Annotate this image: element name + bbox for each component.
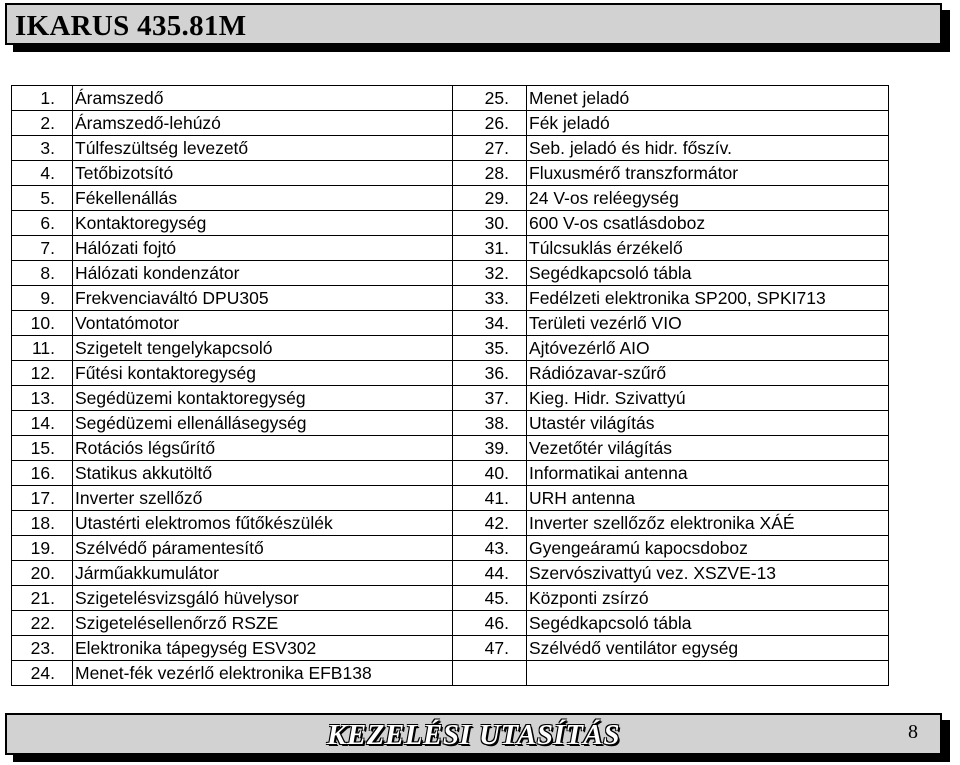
title-banner	[5, 3, 942, 45]
left-item-number: 17.	[12, 486, 73, 511]
right-item-name: Ajtóvezérlő AIO	[527, 336, 889, 361]
left-item-name: Elektronika tápegység ESV302	[73, 636, 453, 661]
right-item-number: 39.	[453, 436, 527, 461]
left-item-number: 2.	[12, 111, 73, 136]
right-item-number: 30.	[453, 211, 527, 236]
table-row	[12, 411, 889, 436]
right-item-number: 31.	[453, 236, 527, 261]
left-item-number: 9.	[12, 286, 73, 311]
left-item-name: Menet-fék vezérlő elektronika EFB138	[73, 661, 453, 686]
right-item-name: Segédkapcsoló tábla	[527, 611, 889, 636]
right-item-name: Inverter szellőzőz elektronika XÁÉ	[527, 511, 889, 536]
left-item-name: Hálózati kondenzátor	[73, 261, 453, 286]
right-item-number: 33.	[453, 286, 527, 311]
left-item-number: 4.	[12, 161, 73, 186]
table-row	[12, 286, 889, 311]
left-item-name: Segédüzemi ellenállásegység	[73, 411, 453, 436]
table-row	[12, 661, 889, 686]
table-row	[12, 311, 889, 336]
right-item-number: 46.	[453, 611, 527, 636]
right-item-number: 36.	[453, 361, 527, 386]
left-item-number: 24.	[12, 661, 73, 686]
right-item-name: Szervószivattyú vez. XSZVE-13	[527, 561, 889, 586]
left-item-number: 19.	[12, 536, 73, 561]
footer-banner	[5, 713, 942, 755]
table-row	[12, 136, 889, 161]
left-item-name: Utastérti elektromos fűtőkészülék	[73, 511, 453, 536]
table-row	[12, 261, 889, 286]
table-row	[12, 111, 889, 136]
right-item-name: URH antenna	[527, 486, 889, 511]
left-item-number: 3.	[12, 136, 73, 161]
left-item-name: Járműakkumulátor	[73, 561, 453, 586]
left-item-name: Frekvenciaváltó DPU305	[73, 286, 453, 311]
left-item-name: Szigetelésvizsgáló hüvelysor	[73, 586, 453, 611]
right-item-number: 28.	[453, 161, 527, 186]
right-item-number: 26.	[453, 111, 527, 136]
right-item-name: Segédkapcsoló tábla	[527, 261, 889, 286]
left-item-name: Segédüzemi kontaktoregység	[73, 386, 453, 411]
right-item-name: Seb. jeladó és hidr. főszív.	[527, 136, 889, 161]
left-item-number: 18.	[12, 511, 73, 536]
right-item-name: Fluxusmérő transzformátor	[527, 161, 889, 186]
left-item-name: Hálózati fojtó	[73, 236, 453, 261]
right-item-number: 43.	[453, 536, 527, 561]
right-item-number: 38.	[453, 411, 527, 436]
table-row	[12, 336, 889, 361]
right-item-name	[527, 661, 889, 686]
left-item-number: 5.	[12, 186, 73, 211]
table-row	[12, 86, 889, 111]
left-item-name: Statikus akkutöltő	[73, 461, 453, 486]
right-item-name: Utastér világítás	[527, 411, 889, 436]
right-item-name: 24 V-os reléegység	[527, 186, 889, 211]
left-item-name: Kontaktoregység	[73, 211, 453, 236]
left-item-name: Szigetelt tengelykapcsoló	[73, 336, 453, 361]
right-item-number: 45.	[453, 586, 527, 611]
right-item-number: 25.	[453, 86, 527, 111]
left-item-number: 14.	[12, 411, 73, 436]
left-item-number: 7.	[12, 236, 73, 261]
right-item-name: Menet jeladó	[527, 86, 889, 111]
table-row	[12, 436, 889, 461]
footer-title: KEZELÉSI UTASÍTÁS	[327, 719, 620, 751]
right-item-name: Túlcsuklás érzékelő	[527, 236, 889, 261]
left-item-name: Tetőbizotsító	[73, 161, 453, 186]
table-row	[12, 586, 889, 611]
table-row	[12, 211, 889, 236]
right-item-name: Központi zsírzó	[527, 586, 889, 611]
table-row	[12, 486, 889, 511]
right-item-number: 29.	[453, 186, 527, 211]
right-item-number: 44.	[453, 561, 527, 586]
left-item-number: 22.	[12, 611, 73, 636]
right-item-number: 40.	[453, 461, 527, 486]
left-item-number: 8.	[12, 261, 73, 286]
right-item-name: Gyengeáramú kapocsdoboz	[527, 536, 889, 561]
left-item-number: 15.	[12, 436, 73, 461]
left-item-number: 16.	[12, 461, 73, 486]
table-row	[12, 186, 889, 211]
right-item-name: Vezetőtér világítás	[527, 436, 889, 461]
right-item-number: 37.	[453, 386, 527, 411]
right-item-number: 32.	[453, 261, 527, 286]
left-item-number: 12.	[12, 361, 73, 386]
right-item-name: Kieg. Hidr. Szivattyú	[527, 386, 889, 411]
page-title: IKARUS 435.81M	[15, 10, 247, 42]
left-item-number: 23.	[12, 636, 73, 661]
left-item-name: Inverter szellőző	[73, 486, 453, 511]
left-item-name: Szélvédő páramentesítő	[73, 536, 453, 561]
right-item-name: Szélvédő ventilátor egység	[527, 636, 889, 661]
table-row	[12, 161, 889, 186]
left-item-name: Vontatómotor	[73, 311, 453, 336]
left-item-number: 20.	[12, 561, 73, 586]
right-item-number: 42.	[453, 511, 527, 536]
right-item-number: 41.	[453, 486, 527, 511]
table-row	[12, 386, 889, 411]
right-item-name: Informatikai antenna	[527, 461, 889, 486]
right-item-name: Területi vezérlő VIO	[527, 311, 889, 336]
right-item-name: Fedélzeti elektronika SP200, SPKI713	[527, 286, 889, 311]
right-item-name: Rádiózavar-szűrő	[527, 361, 889, 386]
right-item-number: 47.	[453, 636, 527, 661]
left-item-name: Szigetelésellenőrző RSZE	[73, 611, 453, 636]
table-row	[12, 636, 889, 661]
parts-table	[11, 85, 889, 686]
table-row	[12, 511, 889, 536]
left-item-number: 10.	[12, 311, 73, 336]
right-item-number: 34.	[453, 311, 527, 336]
table-row	[12, 236, 889, 261]
left-item-name: Rotációs légsűrítő	[73, 436, 453, 461]
page-number: 8	[908, 721, 918, 743]
left-item-number: 21.	[12, 586, 73, 611]
left-item-number: 1.	[12, 86, 73, 111]
right-item-name: 600 V-os csatlásdoboz	[527, 211, 889, 236]
left-item-name: Áramszedő-lehúzó	[73, 111, 453, 136]
left-item-name: Fékellenállás	[73, 186, 453, 211]
left-item-name: Áramszedő	[73, 86, 453, 111]
left-item-name: Fűtési kontaktoregység	[73, 361, 453, 386]
left-item-number: 11.	[12, 336, 73, 361]
table-row	[12, 611, 889, 636]
left-item-name: Túlfeszültség levezető	[73, 136, 453, 161]
right-item-number: 27.	[453, 136, 527, 161]
right-item-number: 35.	[453, 336, 527, 361]
right-item-name: Fék jeladó	[527, 111, 889, 136]
table-row	[12, 561, 889, 586]
right-item-number	[453, 661, 527, 686]
table-row	[12, 536, 889, 561]
table-row	[12, 461, 889, 486]
left-item-number: 6.	[12, 211, 73, 236]
left-item-number: 13.	[12, 386, 73, 411]
table-row	[12, 361, 889, 386]
